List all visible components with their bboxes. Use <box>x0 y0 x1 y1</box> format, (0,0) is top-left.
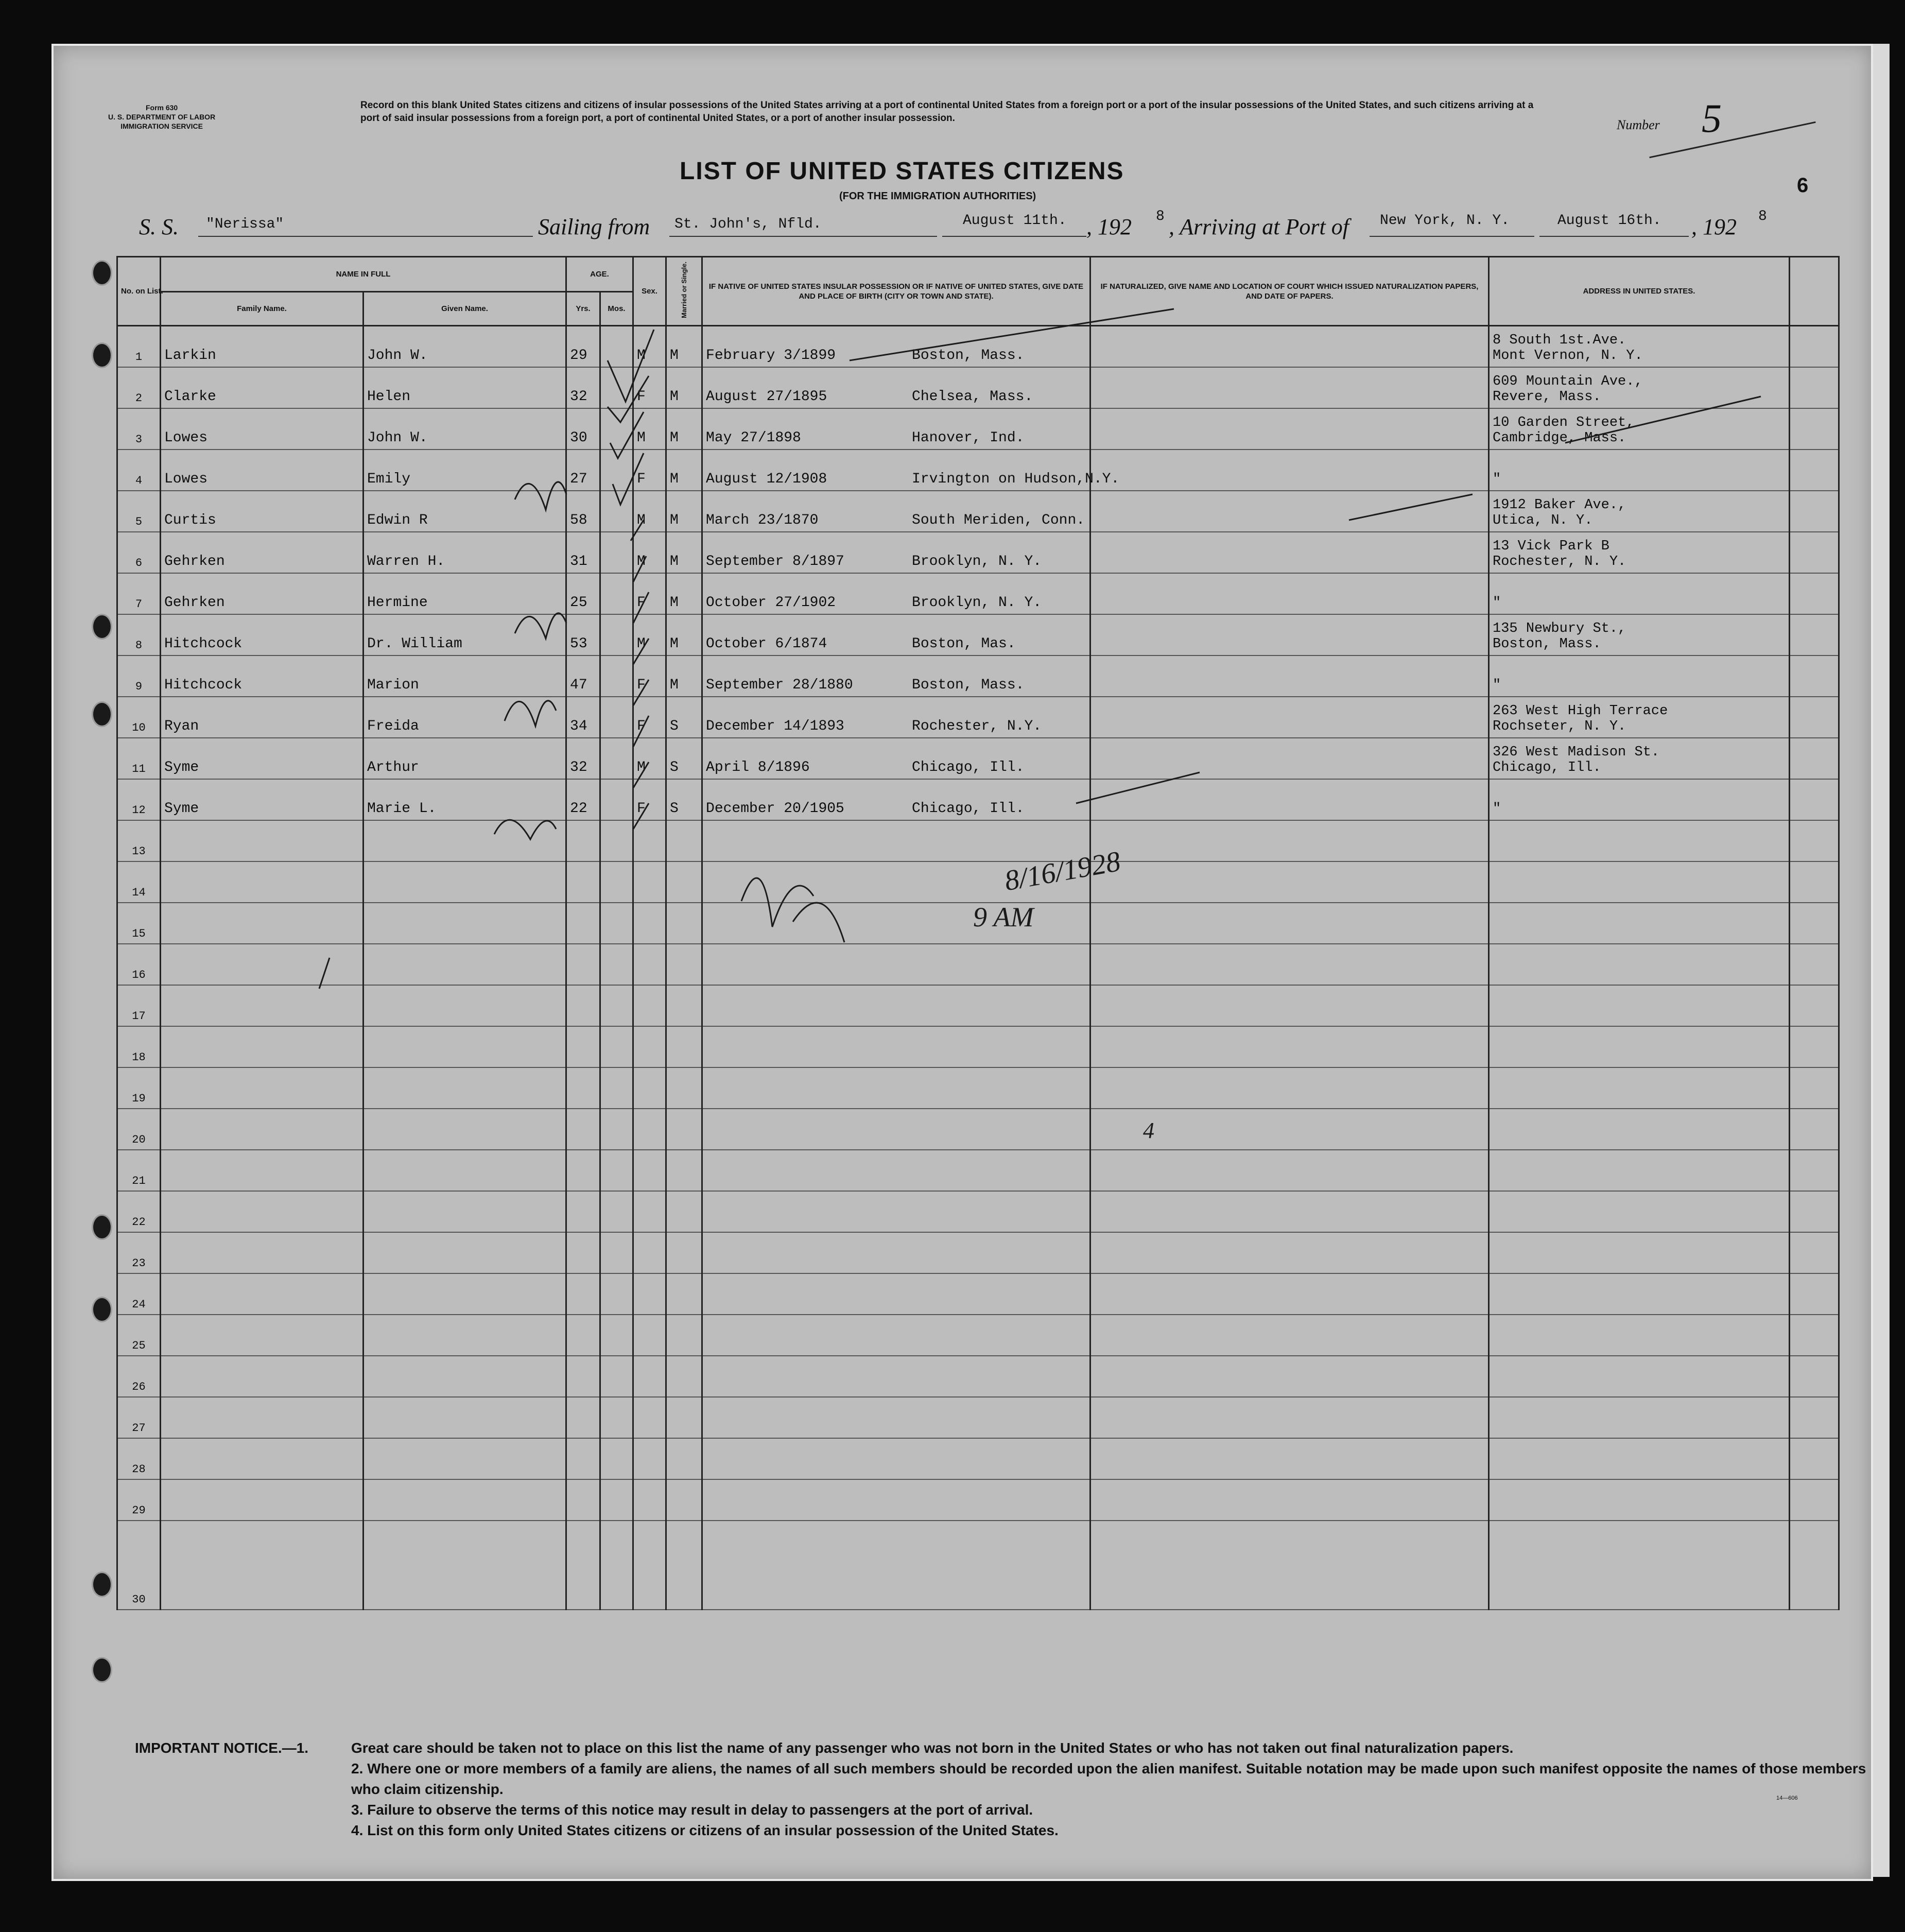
service-name: IMMIGRATION SERVICE <box>120 122 203 130</box>
address-cell: 326 West Madison St. Chicago, Ill. <box>1489 738 1790 779</box>
row-number-cell: 15 <box>117 903 161 944</box>
notice-item-2: 2. Where one or more members of a family are aliens, the names of all such members should be recorded upon the alien manifest. Suitable notation may be made upon such manifest opposite the names of those members who claim citizenship. <box>351 1761 1866 1797</box>
record-instructions: Record on this blank United States citizens and citizens of insular possessions of the United States arriving at a port of continental United States from a foreign port or a port of the insular possessions of the United States, and such citizens arriving at a port of said insular possessions from a foreign port, a port of continental United States, or a port of another insular possession. <box>360 100 1534 124</box>
row-number-cell: 7 <box>117 573 161 614</box>
header-mos: Mos. <box>600 292 633 326</box>
birth-date: March 23/1870 <box>706 512 819 528</box>
given-name-cell: Arthur <box>363 738 566 779</box>
birth-date: December 20/1905 <box>706 801 844 817</box>
birth-place: Chicago, Ill. <box>912 760 1025 775</box>
notice-item-3: 3. Failure to observe the terms of this notice may result in delay to passengers at the port of arrival. <box>351 1802 1033 1818</box>
family-name-cell: Gehrken <box>161 573 363 614</box>
marital-status-cell: M <box>666 656 702 697</box>
sex-cell: M <box>633 614 666 656</box>
number-value: 5 <box>1702 96 1722 141</box>
notice-label: IMPORTANT NOTICE.—1. <box>135 1740 309 1756</box>
row-number-cell: 2 <box>117 367 161 408</box>
family-name-cell: Syme <box>161 779 363 820</box>
marital-status-cell: S <box>666 779 702 820</box>
birth-date: February 3/1899 <box>706 348 836 364</box>
address-cell: 609 Mountain Ave., Revere, Mass. <box>1489 367 1790 408</box>
marital-status-cell: M <box>666 326 702 368</box>
birth-date: October 6/1874 <box>706 636 827 652</box>
given-name-cell: Hermine <box>363 573 566 614</box>
birth-place: Brooklyn, N. Y. <box>912 595 1042 611</box>
pencil-mark <box>319 958 330 989</box>
row-number-cell: 13 <box>117 820 161 861</box>
address-cell: 1912 Baker Ave., Utica, N. Y. <box>1489 491 1790 532</box>
family-name-cell: Syme <box>161 738 363 779</box>
number-label: Number <box>1617 117 1660 132</box>
sailing-date: August 11th. <box>963 213 1067 229</box>
birth-date: October 27/1902 <box>706 595 836 611</box>
marital-status-cell: S <box>666 697 702 738</box>
age-years-cell: 32 <box>566 367 600 408</box>
given-name-cell: Emily <box>363 450 566 491</box>
row-number-cell: 3 <box>117 408 161 450</box>
important-notice <box>135 1738 1896 1841</box>
sex-cell: M <box>633 491 666 532</box>
row-number-cell: 14 <box>117 861 161 903</box>
page-subtitle: (FOR THE IMMIGRATION AUTHORITIES) <box>839 191 1036 202</box>
header-naturalized: IF NATURALIZED, GIVE NAME AND LOCATION OF COURT WHICH ISSUED NATURALIZATION PAPERS, AND DATE OF PAPERS. <box>1090 257 1489 326</box>
family-name-cell: Clarke <box>161 367 363 408</box>
address-cell: " <box>1489 779 1790 820</box>
row-number-cell: 18 <box>117 1026 161 1067</box>
given-name-cell: Edwin R <box>363 491 566 532</box>
pencil-line <box>1349 494 1473 520</box>
header-address: ADDRESS IN UNITED STATES. <box>1489 257 1790 326</box>
age-years-cell: 25 <box>566 573 600 614</box>
pencil-line <box>1076 772 1200 803</box>
check-mark <box>613 453 644 505</box>
check-mark <box>633 592 649 623</box>
birth-date: August 12/1908 <box>706 471 827 487</box>
header-sex: Sex. <box>633 257 666 326</box>
initials-mark <box>515 613 566 639</box>
age-years-cell: 34 <box>566 697 600 738</box>
birth-place: Rochester, N.Y. <box>912 718 1042 734</box>
pencil-line <box>850 309 1174 360</box>
given-name-cell: Freida <box>363 697 566 738</box>
birth-place: Brooklyn, N. Y. <box>912 554 1042 570</box>
address-cell: " <box>1489 656 1790 697</box>
sailing-label: Sailing from <box>538 214 650 239</box>
row-number-cell: 17 <box>117 985 161 1026</box>
year-digit-2: 8 <box>1758 209 1767 225</box>
row-number-cell: 28 <box>117 1438 161 1479</box>
birth-place: South Meriden, Conn. <box>912 512 1085 528</box>
check-mark <box>633 762 649 788</box>
age-years-cell: 30 <box>566 408 600 450</box>
check-mark <box>633 680 649 705</box>
form-number: Form 630 <box>145 104 178 112</box>
arriving-date: August 16th. <box>1557 213 1661 229</box>
year-prefix-2: , 192 <box>1691 214 1737 239</box>
sex-cell: M <box>633 738 666 779</box>
year-digit-1: 8 <box>1156 209 1165 225</box>
address-cell: 10 Garden Street, Cambridge, Mass. <box>1489 408 1790 450</box>
inspector-time: 9 AM <box>973 902 1034 933</box>
family-name-cell: Hitchcock <box>161 614 363 656</box>
row-number-cell: 16 <box>117 944 161 985</box>
row-number-cell: 10 <box>117 697 161 738</box>
address-cell: 135 Newbury St., Boston, Mass. <box>1489 614 1790 656</box>
row-number-cell: 26 <box>117 1356 161 1397</box>
sex-cell: M <box>633 532 666 573</box>
family-name-cell: Ryan <box>161 697 363 738</box>
birth-date: September 8/1897 <box>706 554 844 570</box>
birth-place: Boston, Mass. <box>912 348 1025 364</box>
birth-place: Hanover, Ind. <box>912 430 1025 446</box>
inspector-date: 8/16/1928 <box>1002 845 1123 898</box>
family-name-cell: Hitchcock <box>161 656 363 697</box>
birth-date: May 27/1898 <box>706 430 801 446</box>
check-mark <box>633 716 649 747</box>
marital-status-cell: M <box>666 614 702 656</box>
birth-date: September 28/1880 <box>706 677 853 693</box>
address-cell: 263 West High Terrace Rochseter, N. Y. <box>1489 697 1790 738</box>
sex-cell: F <box>633 573 666 614</box>
given-name-cell: Warren H. <box>363 532 566 573</box>
sex-cell: F <box>633 697 666 738</box>
arriving-label: , Arriving at Port of <box>1169 214 1349 239</box>
family-name-cell: Gehrken <box>161 532 363 573</box>
row-number-cell: 6 <box>117 532 161 573</box>
print-code: 14—606 <box>1776 1795 1798 1801</box>
check-mark <box>610 412 644 458</box>
row-number-cell: 11 <box>117 738 161 779</box>
address-cell: 8 South 1st.Ave. Mont Vernon, N. Y. <box>1489 326 1790 368</box>
age-years-cell: 32 <box>566 738 600 779</box>
birth-place: Boston, Mas. <box>912 636 1016 652</box>
header-age: AGE. <box>566 257 633 292</box>
address-cell: " <box>1489 450 1790 491</box>
birth-place: Boston, Mass. <box>912 677 1025 693</box>
birth-place: Chelsea, Mass. <box>912 389 1033 405</box>
row-number-cell: 19 <box>117 1067 161 1109</box>
ship-name: "Nerissa" <box>206 216 284 232</box>
marital-status-cell: M <box>666 573 702 614</box>
sex-cell: F <box>633 779 666 820</box>
row-number-cell: 4 <box>117 450 161 491</box>
age-years-cell: 47 <box>566 656 600 697</box>
given-name-cell: Marie L. <box>363 779 566 820</box>
marital-status-cell: M <box>666 408 702 450</box>
sex-cell: M <box>633 326 666 368</box>
page-number: 6 <box>1797 174 1809 197</box>
age-years-cell: 53 <box>566 614 600 656</box>
given-name-cell: John W. <box>363 326 566 368</box>
row-number-cell: 23 <box>117 1232 161 1273</box>
row-number-cell: 25 <box>117 1315 161 1356</box>
year-prefix-1: , 192 <box>1086 214 1132 239</box>
header-name-in-full: NAME IN FULL <box>161 257 566 292</box>
age-years-cell: 58 <box>566 491 600 532</box>
given-name-cell: Helen <box>363 367 566 408</box>
row-number-cell: 9 <box>117 656 161 697</box>
age-years-cell: 22 <box>566 779 600 820</box>
given-name-cell: Dr. William <box>363 614 566 656</box>
row-number-cell: 24 <box>117 1273 161 1315</box>
notice-item-1: Great care should be taken not to place on this list the name of any passenger who was not born in the United States or who has not taken out final naturalization papers. <box>351 1740 1514 1756</box>
check-mark <box>608 330 654 402</box>
header-family-name: Family Name. <box>161 292 363 326</box>
row-number-cell: 20 <box>117 1109 161 1150</box>
header-married-single-text: Married or Single. <box>680 262 688 318</box>
inspector-signature <box>793 903 844 942</box>
marital-status-cell: M <box>666 450 702 491</box>
header-given-name: Given Name. <box>363 292 566 326</box>
family-name-cell: Lowes <box>161 450 363 491</box>
birth-date: April 8/1896 <box>706 760 810 775</box>
initials-mark <box>494 820 556 839</box>
header-yrs: Yrs. <box>566 292 600 326</box>
pencil-line <box>1565 396 1761 443</box>
stray-mark: 4 <box>1143 1118 1154 1143</box>
row-number-cell: 29 <box>117 1479 161 1521</box>
check-mark <box>633 803 649 829</box>
birth-date: August 27/1895 <box>706 389 827 405</box>
marital-status-cell: M <box>666 367 702 408</box>
notice-item-4: 4. List on this form only United States citizens or citizens of an insular possession of the United States. <box>351 1822 1059 1838</box>
sex-cell: F <box>633 656 666 697</box>
age-years-cell: 31 <box>566 532 600 573</box>
age-years-cell: 29 <box>566 326 600 368</box>
sex-cell: F <box>633 450 666 491</box>
sex-cell: M <box>633 408 666 450</box>
department-name: U. S. DEPARTMENT OF LABOR <box>108 113 216 121</box>
row-number-cell: 30 <box>117 1521 161 1610</box>
marital-status-cell: M <box>666 491 702 532</box>
row-number-cell: 12 <box>117 779 161 820</box>
family-name-cell: Curtis <box>161 491 363 532</box>
given-name-cell: John W. <box>363 408 566 450</box>
row-number-cell: 1 <box>117 326 161 368</box>
given-name-cell: Marion <box>363 656 566 697</box>
marital-status-cell: S <box>666 738 702 779</box>
marital-status-cell: M <box>666 532 702 573</box>
arriving-port: New York, N. Y. <box>1380 213 1510 229</box>
check-mark <box>633 556 646 582</box>
address-cell: " <box>1489 573 1790 614</box>
inspector-signature <box>741 878 813 927</box>
page-title: LIST OF UNITED STATES CITIZENS <box>680 158 1124 185</box>
check-mark <box>633 639 649 664</box>
row-number-cell: 21 <box>117 1150 161 1191</box>
sailing-from: St. John's, Nfld. <box>674 216 822 232</box>
check-mark <box>631 520 644 541</box>
initials-mark <box>515 482 566 510</box>
row-number-cell: 27 <box>117 1397 161 1438</box>
birth-place: Irvington on Hudson,N.Y. <box>912 471 1120 487</box>
birth-place: Chicago, Ill. <box>912 801 1025 817</box>
row-number-cell: 5 <box>117 491 161 532</box>
ss-label: S. S. <box>139 214 179 239</box>
family-name-cell: Lowes <box>161 408 363 450</box>
birth-date: December 14/1893 <box>706 718 844 734</box>
row-number-cell: 8 <box>117 614 161 656</box>
address-cell: 13 Vick Park B Rochester, N. Y. <box>1489 532 1790 573</box>
age-years-cell: 27 <box>566 450 600 491</box>
row-number-cell: 22 <box>117 1191 161 1232</box>
initials-mark <box>505 701 556 726</box>
header-no-on-list: No. on List. <box>117 257 161 326</box>
header-native-birth: IF NATIVE OF UNITED STATES INSULAR POSSESSION OR IF NATIVE OF UNITED STATES, GIVE DATE AND PLACE OF BIRTH (CITY OR TOWN AND STATE). <box>702 257 1090 326</box>
family-name-cell: Larkin <box>161 326 363 368</box>
sex-cell: F <box>633 367 666 408</box>
